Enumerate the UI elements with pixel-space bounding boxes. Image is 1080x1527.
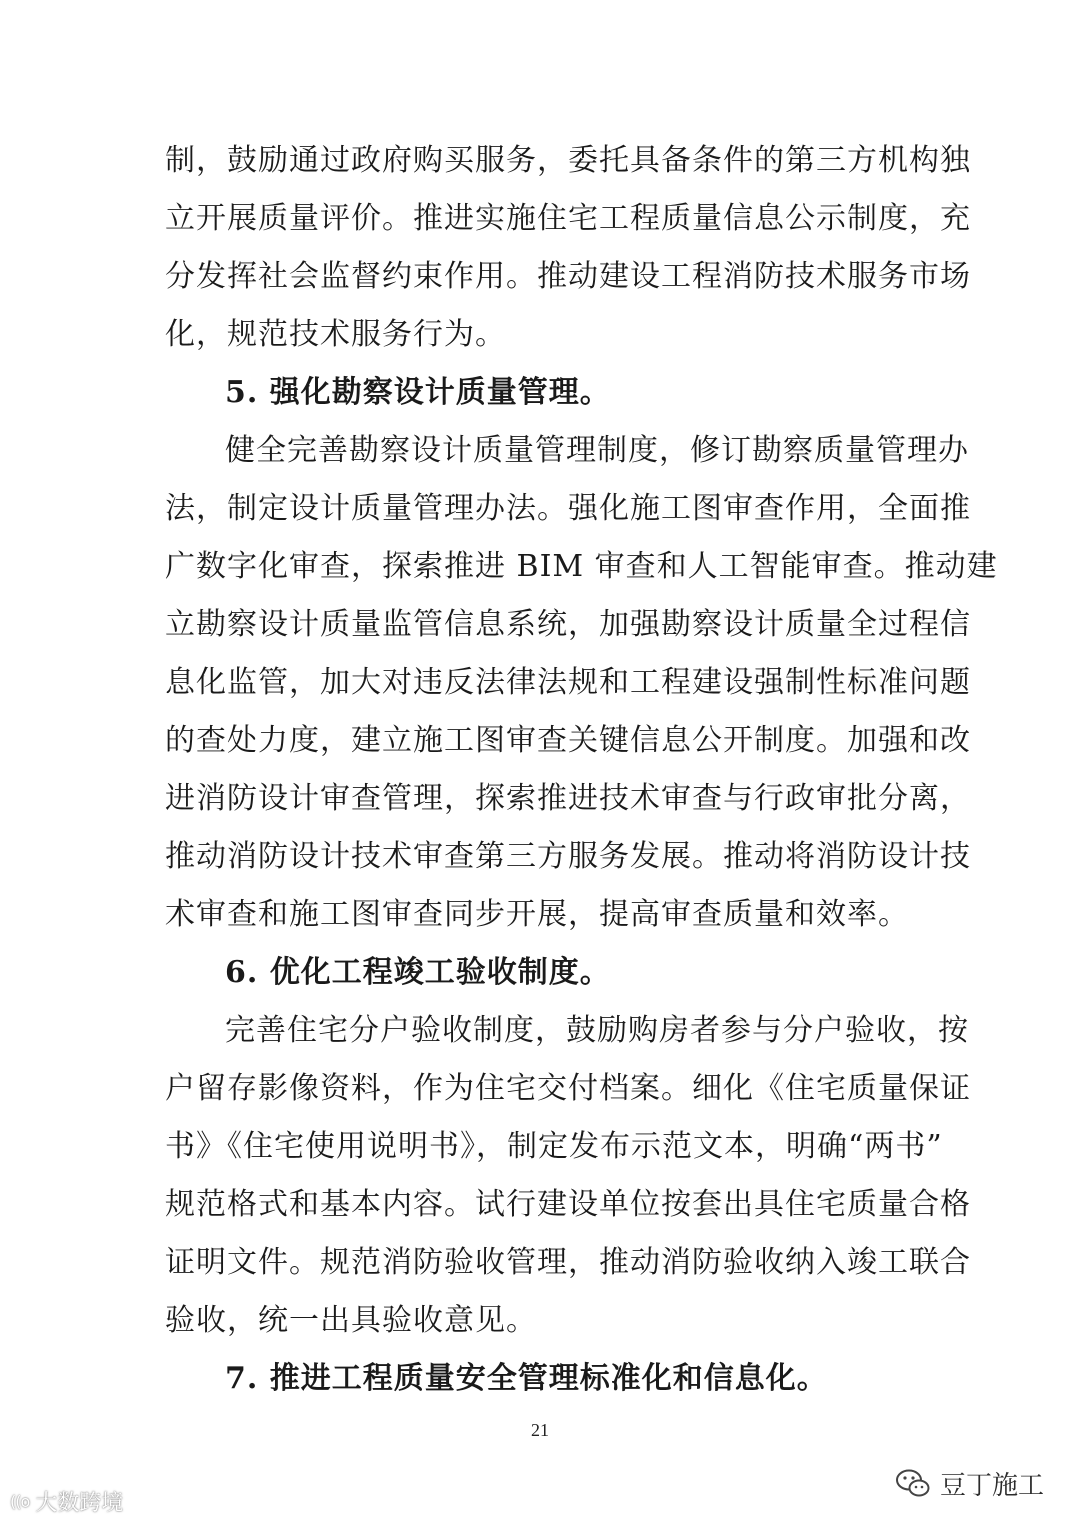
watermark-logo-icon: ((o [10,1492,30,1511]
body-line: 验收，统一出具验收意见。 [165,1303,537,1338]
section-heading: 5. 强化勘察设计质量管理。 [225,375,611,410]
body-line: 息化监管，加大对违反法律法规和工程建设强制性标准问题 [165,665,971,700]
body-line: 分发挥社会监督约束作用。推动建设工程消防技术服务市场 [165,259,971,294]
wechat-icon [896,1469,930,1499]
body-line: 法，制定设计质量管理办法。强化施工图审查作用，全面推 [165,491,971,526]
body-line: 进消防设计审查管理，探索推进技术审查与行政审批分离， [165,781,971,816]
document-body [165,132,998,1408]
watermark-right [896,1465,1044,1502]
body-line: 化，规范技术服务行为。 [165,317,506,352]
watermark-left-text: 大数跨境 [35,1491,124,1516]
body-line: 推动消防设计技术审查第三方服务发展。推动将消防设计技 [165,839,971,874]
page-number: 21 [531,1420,549,1440]
body-line: 立勘察设计质量监管信息系统，加强勘察设计质量全过程信 [165,607,971,642]
section-heading: 6. 优化工程竣工验收制度。 [225,955,611,990]
body-line: 的查处力度，建立施工图审查关键信息公开制度。加强和改 [165,723,971,758]
section-heading: 7. 推进工程质量安全管理标准化和信息化。 [225,1361,828,1396]
watermark-left [10,1486,123,1517]
body-line: 户留存影像资料，作为住宅交付档案。细化《住宅质量保证 [165,1071,971,1106]
body-line: 规范格式和基本内容。试行建设单位按套出具住宅质量合格 [165,1187,971,1222]
body-line: 健全完善勘察设计质量管理制度，修订勘察质量管理办 [225,433,969,468]
body-line: 完善住宅分户验收制度，鼓励购房者参与分户验收，按 [225,1013,969,1048]
watermark-right-text: 豆丁施工 [939,1471,1044,1501]
body-line: 立开展质量评价。推进实施住宅工程质量信息公示制度，充 [165,201,971,236]
body-line: 书》《住宅使用说明书》，制定发布示范文本，明确“两书” [165,1129,943,1164]
body-line: 广数字化审查，探索推进 BIM 审查和人工智能审查。推动建 [165,549,998,584]
body-line: 术审查和施工图审查同步开展，提高审查质量和效率。 [165,897,909,932]
body-line: 证明文件。规范消防验收管理，推动消防验收纳入竣工联合 [165,1245,971,1280]
body-line: 制，鼓励通过政府购买服务，委托具备条件的第三方机构独 [165,143,971,178]
